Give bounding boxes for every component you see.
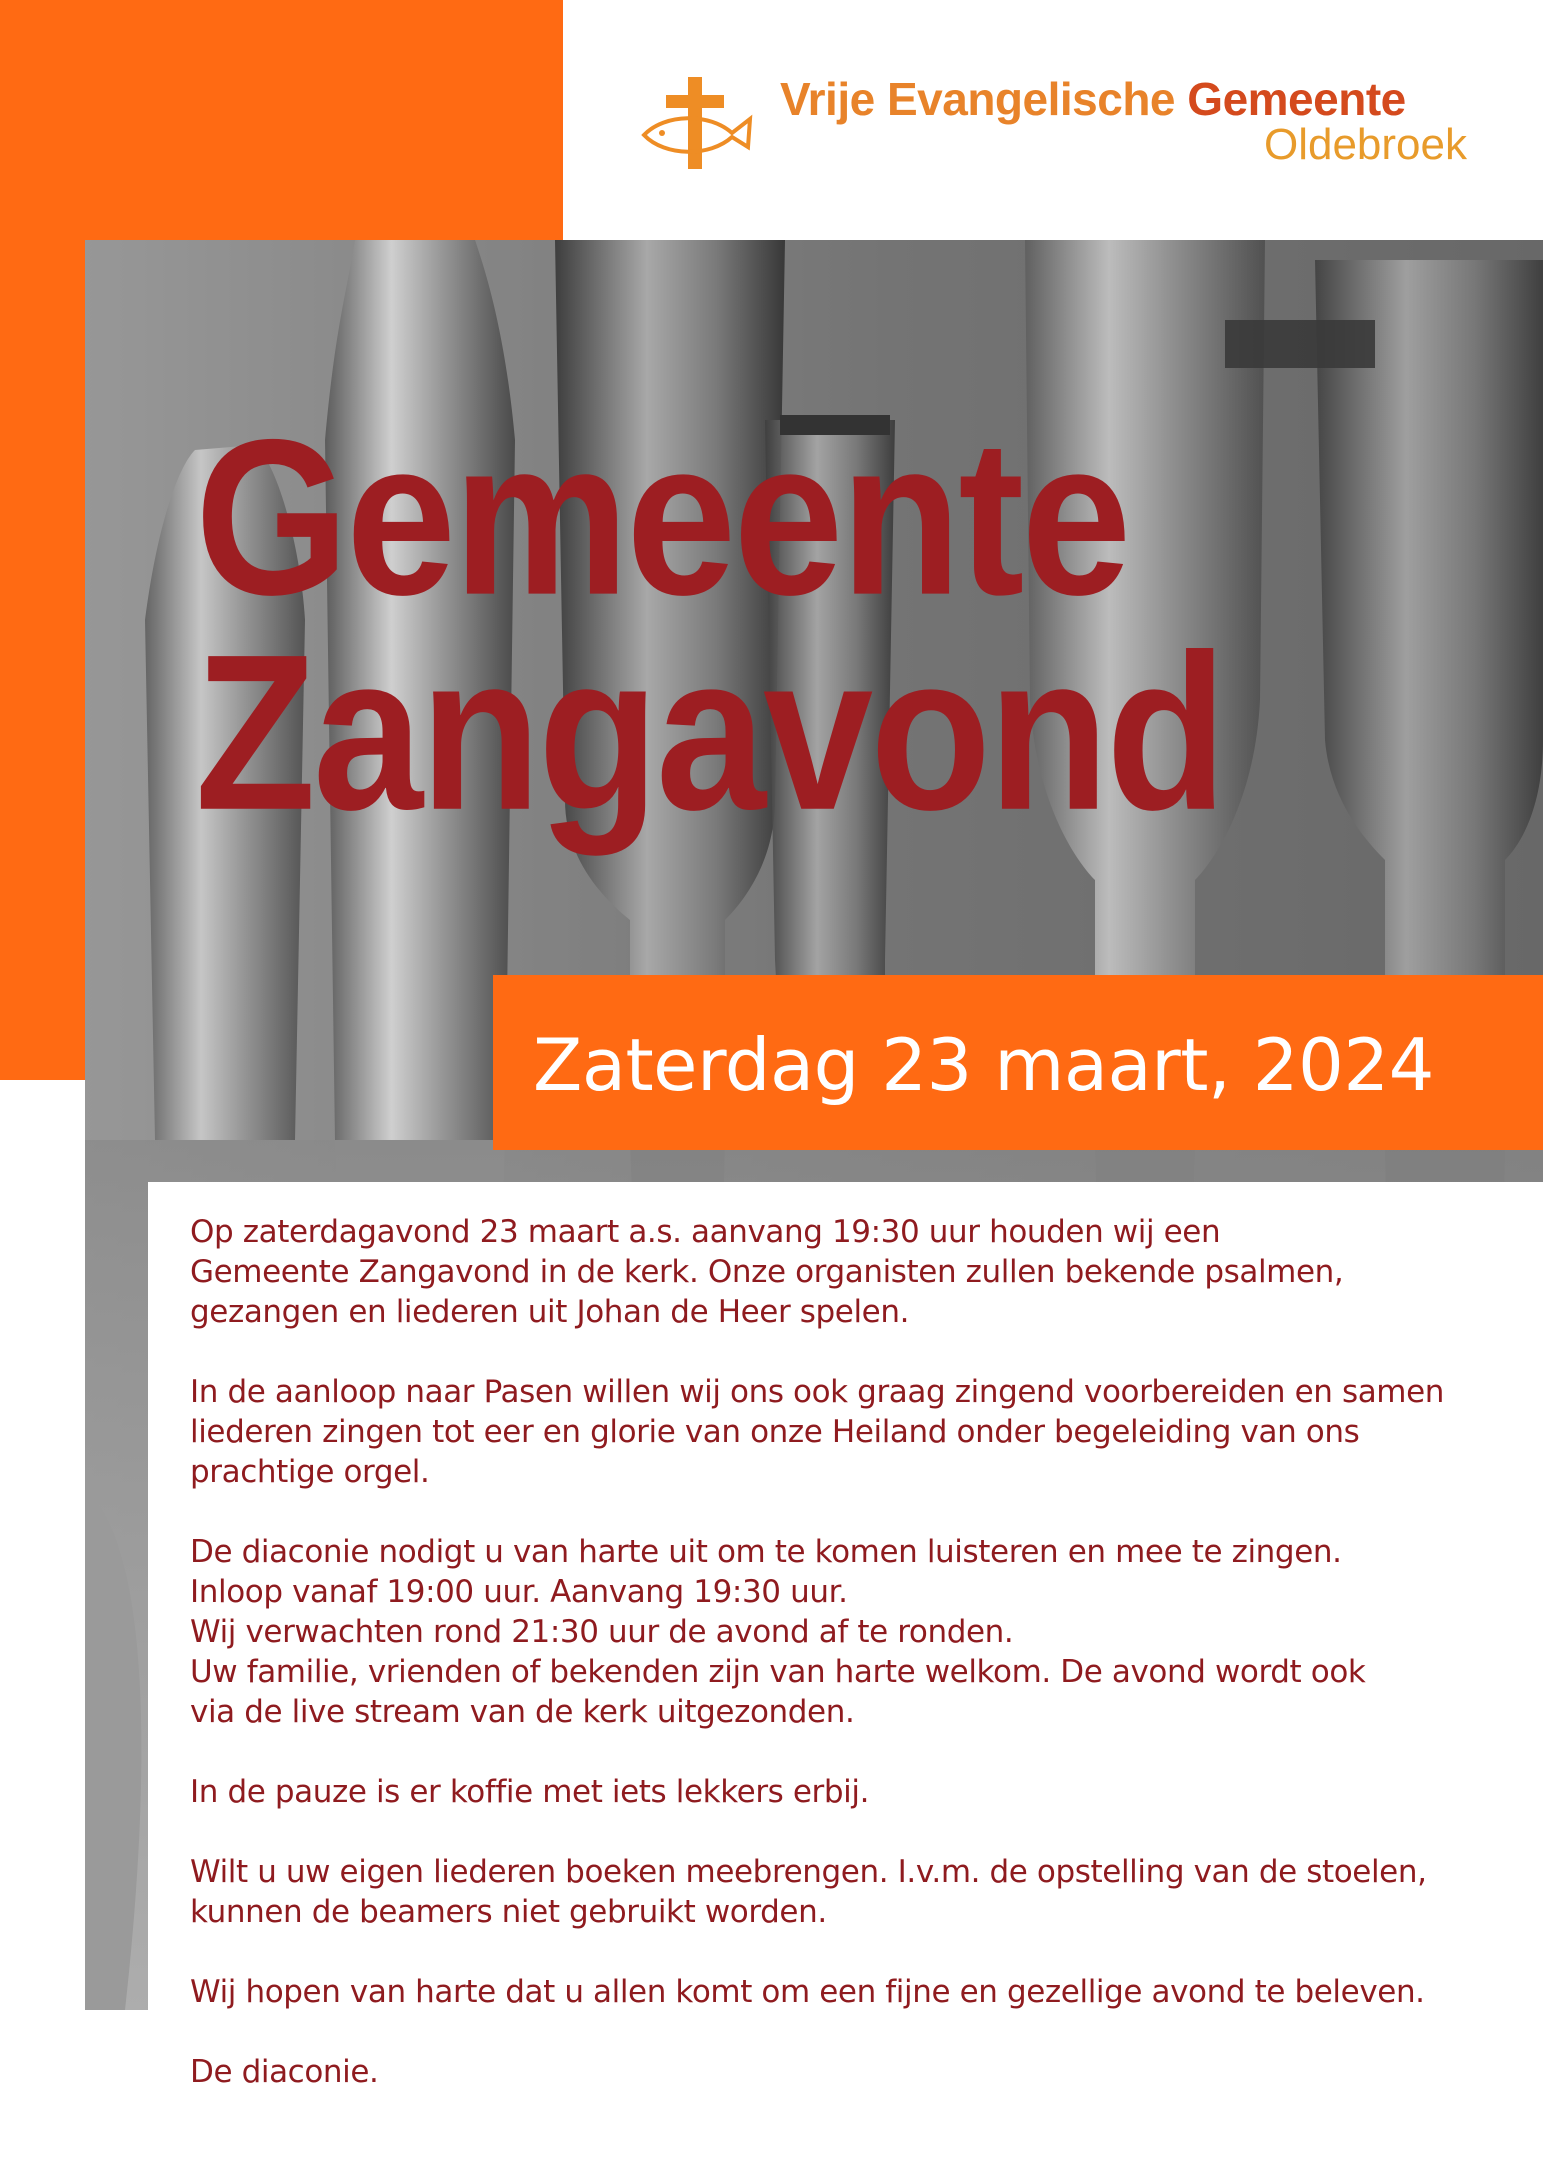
text-line: Wij verwachten rond 21:30 uur de avond af te ronden. [190, 1614, 1014, 1650]
paragraph-invitation [190, 1532, 1510, 1732]
church-logo [640, 72, 1480, 172]
paragraph-books [190, 1852, 1510, 1932]
logo-place: Oldebroek [1263, 120, 1467, 169]
body-text [190, 1212, 1510, 2132]
text-line: via de live stream van de kerk uitgezonden. [190, 1694, 855, 1730]
body-panel [148, 1182, 1543, 2183]
paragraph-intro [190, 1212, 1510, 1332]
text-line: Inloop vanaf 19:00 uur. Aanvang 19:30 uur. [190, 1574, 848, 1610]
text-line: liederen zingen tot eer en glorie van onze Heiland onder begeleiding van ons [190, 1414, 1360, 1450]
text-line: In de aanloop naar Pasen willen wij ons ook graag zingend voorbereiden en samen [190, 1374, 1445, 1410]
logo-name-part2: Gemeente [1187, 73, 1406, 125]
text-line: Wilt u uw eigen liederen boeken meebrengen. I.v.m. de opstelling van de stoelen, [190, 1854, 1427, 1890]
text-line: De diaconie nodigt u van harte uit om te komen luisteren en mee te zingen. [190, 1534, 1342, 1570]
event-date: Zaterdag 23 maart, 2024 [533, 1023, 1434, 1107]
logo-name-part1: Vrije Evangelische [780, 73, 1188, 125]
date-banner [493, 975, 1543, 1150]
text-line: Uw familie, vrienden of bekenden zijn van harte welkom. De avond wordt ook [190, 1654, 1366, 1690]
text-line: kunnen de beamers niet gebruikt worden. [190, 1894, 827, 1930]
text-line: Wij hopen van harte dat u allen komt om een fijne en gezellige avond te beleven. [190, 1974, 1425, 2010]
text-line: In de pauze is er koffie met iets lekkers erbij. [190, 1774, 870, 1810]
cross-fish-icon [640, 77, 755, 172]
headline [195, 393, 1225, 856]
text-line: Op zaterdagavond 23 maart a.s. aanvang 19:30 uur houden wij een [190, 1214, 1221, 1250]
text-line: gezangen en liederen uit Johan de Heer spelen. [190, 1294, 910, 1330]
paragraph-closing [190, 1972, 1510, 2012]
signature [190, 2052, 1510, 2092]
text-line: De diaconie. [190, 2054, 379, 2090]
text-line: prachtige orgel. [190, 1454, 430, 1490]
headline-line2: Zangavond [195, 608, 1225, 856]
headline-line1: Gemeente [195, 393, 1129, 641]
paragraph-pasen [190, 1372, 1510, 1492]
pipe-mouth [1225, 320, 1375, 368]
text-line: Gemeente Zangavond in de kerk. Onze organisten zullen bekende psalmen, [190, 1254, 1344, 1290]
paragraph-pause [190, 1772, 1510, 1812]
logo-name [780, 72, 1406, 126]
